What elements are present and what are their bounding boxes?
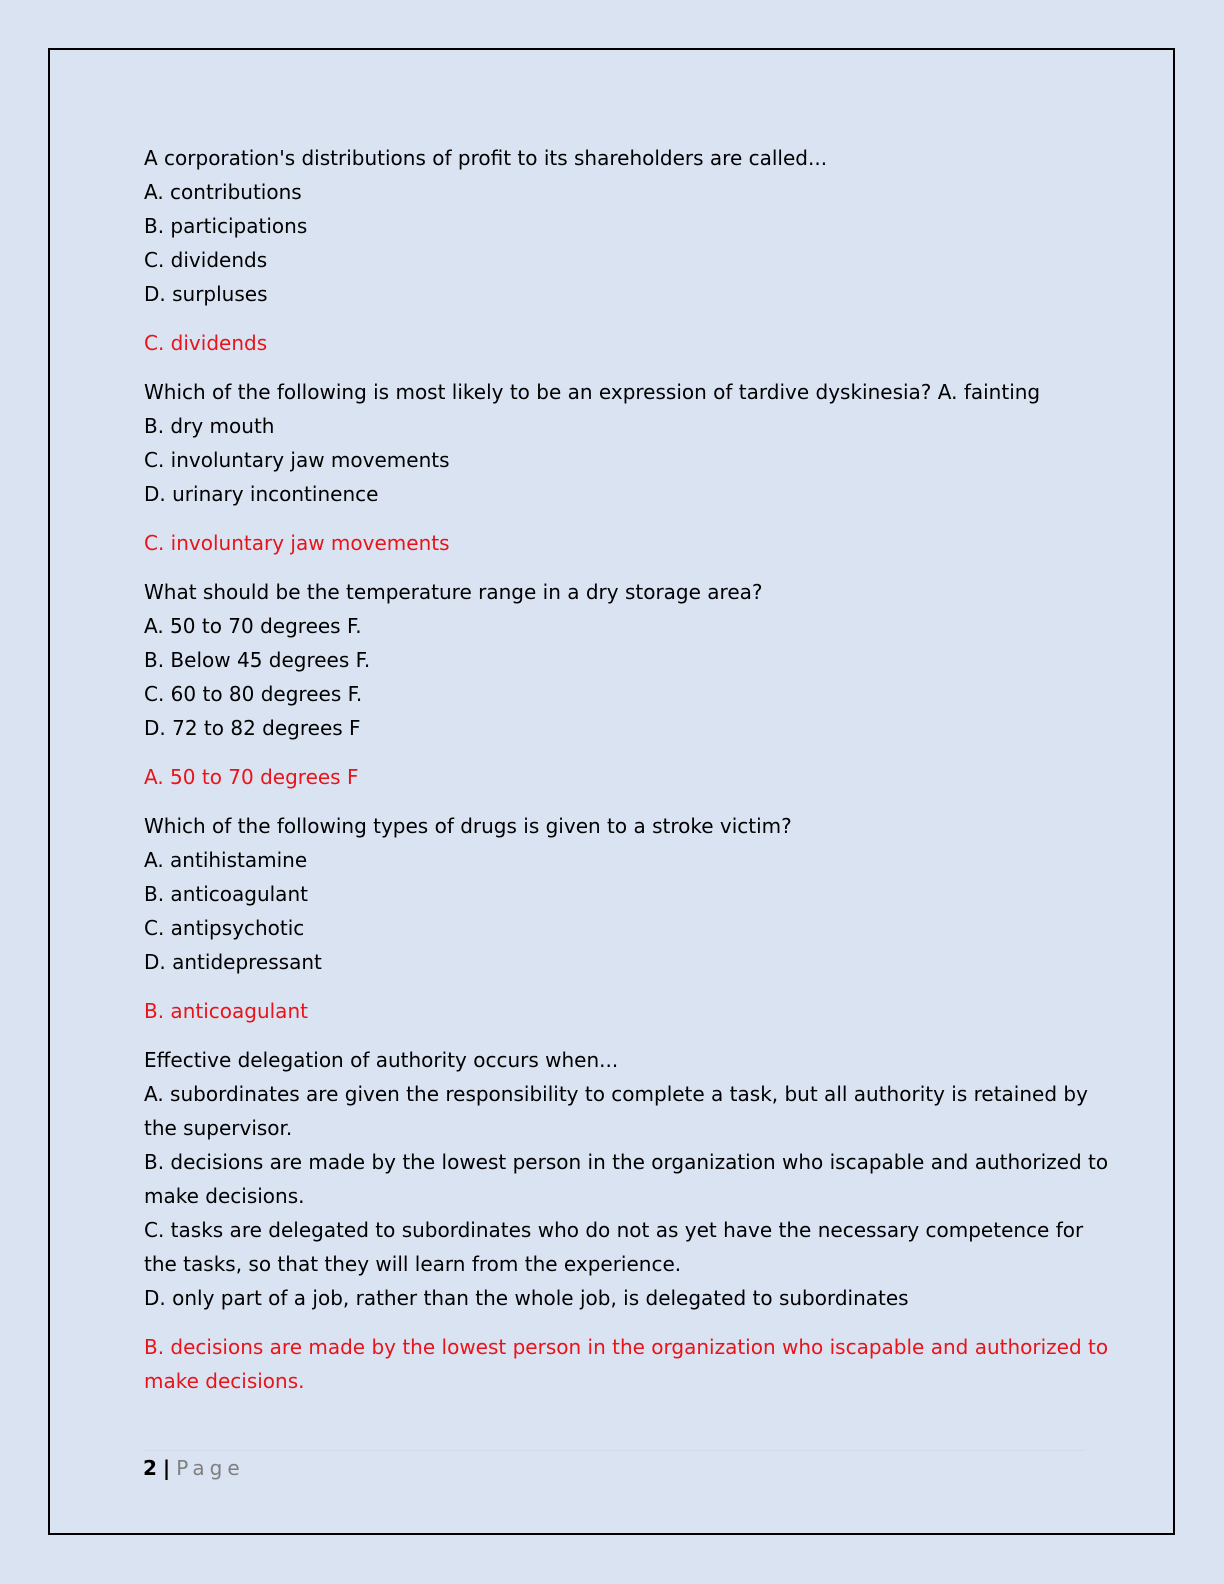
answer-option-continued: make decisions. bbox=[144, 1184, 305, 1208]
correct-answer: C. dividends bbox=[144, 331, 268, 355]
answer-option: A. antihistamine bbox=[144, 848, 308, 872]
correct-answer: B. decisions are made by the lowest person in the organization who iscapable and authorized to bbox=[144, 1335, 1109, 1359]
answer-option-continued: the tasks, so that they will learn from the experience. bbox=[144, 1252, 682, 1276]
answer-option: D. surpluses bbox=[144, 282, 268, 306]
question-prompt: What should be the temperature range in a dry storage area? bbox=[144, 580, 763, 604]
question-2 bbox=[144, 375, 1084, 560]
answer-option: C. tasks are delegated to subordinates who do not as yet have the necessary competence for bbox=[144, 1218, 1084, 1242]
question-1 bbox=[144, 141, 1084, 360]
correct-answer: A. 50 to 70 degrees F bbox=[144, 765, 359, 789]
answer-option: D. urinary incontinence bbox=[144, 482, 379, 506]
answer-option: D. only part of a job, rather than the whole job, is delegated to subordinates bbox=[144, 1286, 909, 1310]
document-body bbox=[144, 141, 1109, 1398]
answer-option: D. 72 to 82 degrees F bbox=[144, 716, 361, 740]
answer-option: A. subordinates are given the responsibility to complete a task, but all authority is retained by bbox=[144, 1082, 1088, 1106]
correct-answer: C. involuntary jaw movements bbox=[144, 531, 450, 555]
answer-option: B. decisions are made by the lowest person in the organization who iscapable and authorized to bbox=[144, 1150, 1109, 1174]
correct-answer-continued: make decisions. bbox=[144, 1369, 305, 1393]
answer-option-continued: the supervisor. bbox=[144, 1116, 293, 1140]
answer-option: C. dividends bbox=[144, 248, 268, 272]
page-footer bbox=[143, 1456, 245, 1480]
answer-option: D. antidepressant bbox=[144, 950, 322, 974]
answer-option: C. involuntary jaw movements bbox=[144, 448, 450, 472]
page-label: Page bbox=[176, 1456, 245, 1480]
answer-option: B. anticoagulant bbox=[144, 882, 308, 906]
answer-option: A. contributions bbox=[144, 180, 302, 204]
question-3 bbox=[144, 575, 1084, 794]
question-prompt: Effective delegation of authority occurs when... bbox=[144, 1048, 619, 1072]
correct-answer: B. anticoagulant bbox=[144, 999, 308, 1023]
answer-option: B. participations bbox=[144, 214, 308, 238]
page-number: 2 bbox=[143, 1456, 157, 1480]
answer-option: B. dry mouth bbox=[144, 414, 275, 438]
answer-option: B. Below 45 degrees F. bbox=[144, 648, 371, 672]
footer-separator: | bbox=[162, 1456, 171, 1480]
question-prompt: Which of the following is most likely to be an expression of tardive dyskinesia? A. fainting bbox=[144, 380, 1041, 404]
footer-divider bbox=[143, 1450, 1085, 1451]
answer-option: A. 50 to 70 degrees F. bbox=[144, 614, 362, 638]
answer-option: C. 60 to 80 degrees F. bbox=[144, 682, 363, 706]
question-4 bbox=[144, 809, 1084, 1028]
question-5 bbox=[144, 1043, 1109, 1398]
question-prompt: A corporation's distributions of profit to its shareholders are called... bbox=[144, 146, 828, 170]
answer-option: C. antipsychotic bbox=[144, 916, 305, 940]
question-prompt: Which of the following types of drugs is given to a stroke victim? bbox=[144, 814, 792, 838]
